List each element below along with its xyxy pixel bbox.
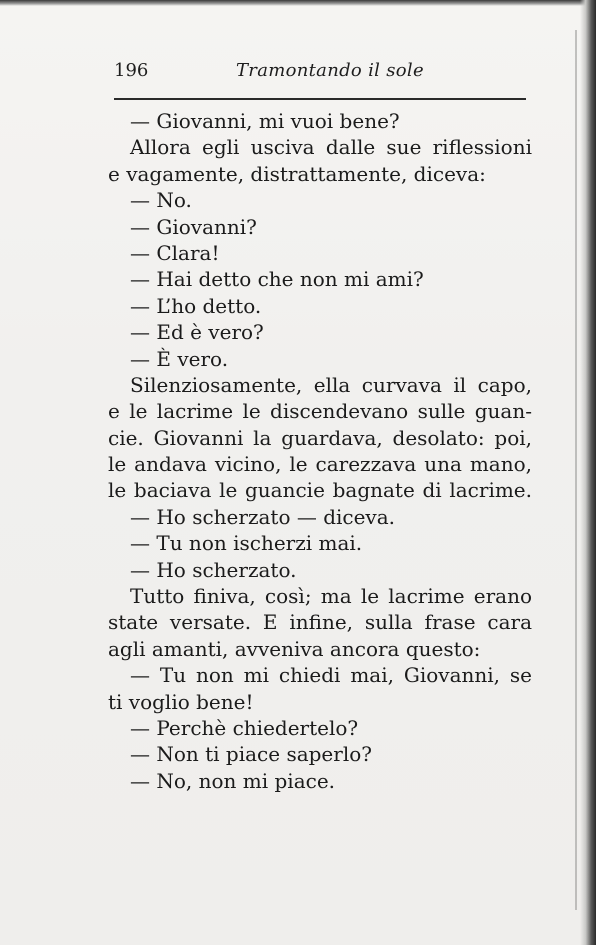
text-line: — Hai detto che non mi ami? [130, 267, 424, 292]
text-line: — No. [130, 188, 192, 213]
text-line: — Perchè chiedertelo? [130, 715, 359, 740]
page-number: 196 [114, 60, 149, 81]
text-line: — Ho scherzato — diceva. [130, 504, 396, 529]
text-line: — È vero. [130, 346, 229, 371]
text-line: — L’ho detto. [130, 293, 262, 318]
text-line: Tutto finiva, così; ma le lacrime erano [130, 584, 532, 609]
text-line: — Ho scherzato. [130, 557, 297, 582]
text-line: e vagamente, distrattamente, diceva: [108, 161, 486, 186]
text-line: e le lacrime le discendevano sulle guan- [108, 399, 532, 424]
text-line: agli amanti, avveniva ancora questo: [108, 636, 481, 661]
text-line: — Tu non mi chiedi mai, Giovanni, se [130, 663, 532, 688]
text-line: — Tu non ischerzi mai. [130, 531, 363, 556]
text-line: state versate. E infine, sulla frase cara [108, 610, 532, 635]
text-line: — No, non mi piace. [130, 768, 336, 793]
text-line: — Ed è vero? [130, 320, 264, 345]
page-right-edge [580, 0, 596, 945]
text-line: Allora egli usciva dalle sue riflessioni [130, 135, 532, 160]
text-line: — Non ti piace saperlo? [130, 742, 372, 767]
text-line: — Giovanni? [130, 214, 257, 239]
text-line: le baciava le guancie bagnate di lacrime. [108, 478, 532, 503]
text-line: le andava vicino, le carezzava una mano, [108, 452, 532, 477]
text-line: — Clara! [130, 240, 220, 265]
running-title: Tramontando il sole [236, 60, 424, 81]
text-line: Silenziosamente, ella curvava il capo, [130, 372, 532, 397]
header-rule [114, 98, 526, 100]
page-gutter-shadow [575, 30, 577, 910]
text-line: ti voglio bene! [108, 689, 254, 714]
page-top-edge [0, 0, 596, 6]
text-line: — Giovanni, mi vuoi bene? [130, 109, 400, 133]
text-line: cie. Giovanni la guardava, desolato: poi, [108, 425, 532, 450]
body-text [108, 108, 532, 794]
